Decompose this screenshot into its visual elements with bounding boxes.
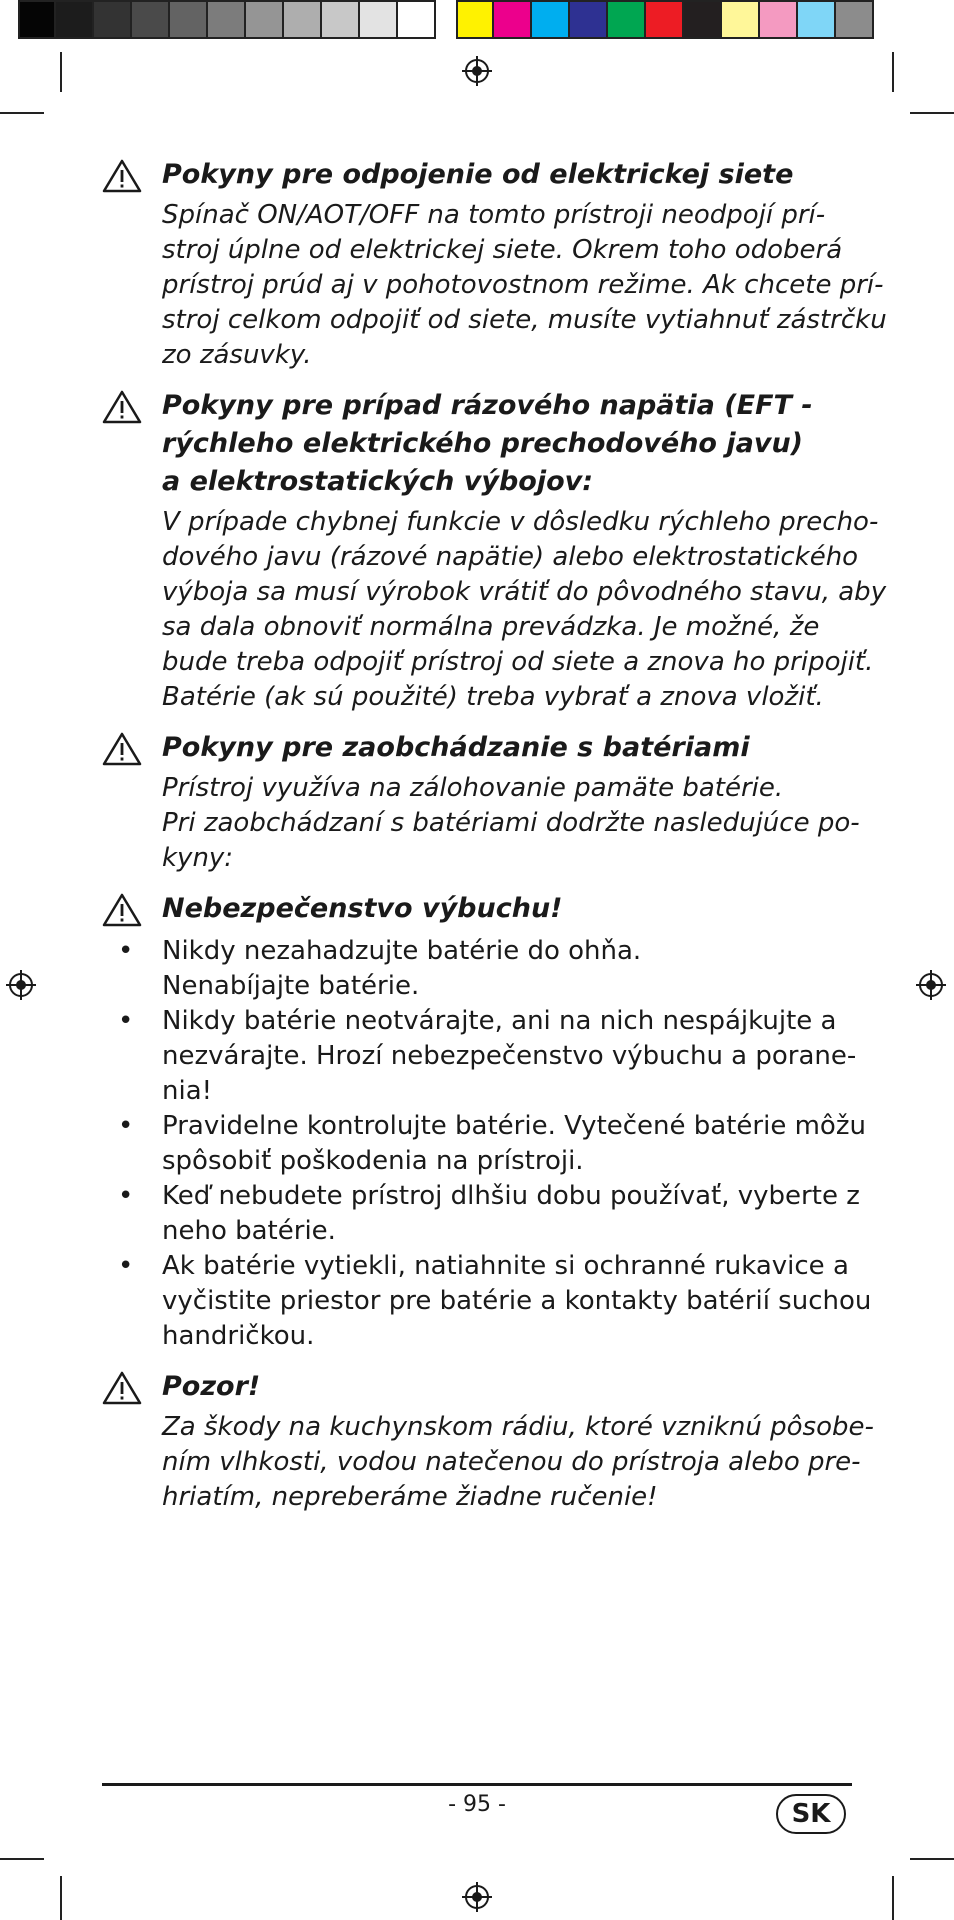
- para-line: Za škody na kuchynskom rádiu, ktoré vzniknú pôsobe-: [162, 1412, 874, 1442]
- color-swatch: [170, 0, 208, 39]
- list-item: [102, 1249, 872, 1354]
- section-paragraph: [102, 1410, 874, 1515]
- para-line: hriatím, nepreberáme žiadne ručenie!: [162, 1482, 658, 1512]
- para-line: dového javu (rázové napätie) alebo elektrostatického: [162, 542, 859, 572]
- para-line: ním vlhkosti, vodou natečenou do prístroja alebo pre-: [162, 1447, 861, 1477]
- section-caution: [102, 1368, 874, 1515]
- bullet-line: vyčistite priestor pre batérie a kontakty batérií suchou: [162, 1286, 872, 1316]
- heading-line: Nebezpečenstvo výbuchu!: [162, 893, 563, 924]
- crop-mark-top-left-horizontal: [0, 112, 44, 114]
- bullet-line: Pravidelne kontrolujte batérie. Vytečené batérie môžu: [162, 1111, 866, 1141]
- warning-triangle-icon: [102, 892, 142, 928]
- color-swatch: [208, 0, 246, 39]
- bullet-line: Nenabíjajte batérie.: [162, 971, 420, 1001]
- page-number: - 95 -: [448, 1792, 506, 1817]
- bullet-icon: •: [118, 1181, 134, 1211]
- para-line: prístroj prúd aj v pohotovostnom režime. Ak chcete prí-: [162, 270, 884, 300]
- bullet-list: [102, 934, 872, 1354]
- bullet-line: handričkou.: [162, 1321, 315, 1351]
- bullet-line: Nikdy batérie neotvárajte, ani na nich nespájkujte a: [162, 1006, 837, 1036]
- color-swatch: [760, 0, 798, 39]
- color-swatch: [722, 0, 760, 39]
- para-line: stroj úplne od elektrickej siete. Okrem toho odoberá: [162, 235, 843, 265]
- section-heading: [102, 890, 862, 928]
- color-swatch: [570, 0, 608, 39]
- color-swatch: [360, 0, 398, 39]
- para-line: sa dala obnoviť normálna prevádzka. Je možné, že: [162, 612, 820, 642]
- color-swatch: [322, 0, 360, 39]
- section-power-disconnect: [102, 156, 887, 373]
- crop-mark-bottom-left-vertical: [60, 1876, 62, 1920]
- crop-mark-bottom-right-horizontal: [910, 1858, 954, 1860]
- list-item: [102, 934, 862, 1004]
- language-badge: SK: [776, 1794, 846, 1834]
- color-bar-gap: [436, 0, 456, 43]
- section-battery-handling: [102, 729, 862, 876]
- bullet-line: Keď nebudete prístroj dlhšiu dobu používať, vyberte z: [162, 1181, 860, 1211]
- bullet-line: neho batérie.: [162, 1216, 336, 1246]
- heading-line: Pokyny pre prípad rázového napätia (EFT -: [162, 390, 813, 421]
- color-swatch: [246, 0, 284, 39]
- section-surge-voltage: [102, 387, 887, 715]
- color-swatch: [456, 0, 494, 39]
- section-heading: [102, 387, 862, 501]
- footer-rule: [102, 1783, 852, 1786]
- crop-mark-bottom-right-vertical: [892, 1876, 894, 1920]
- color-swatch: [56, 0, 94, 39]
- para-line: kyny:: [162, 843, 234, 873]
- bullet-icon: •: [118, 1251, 134, 1281]
- section-paragraph: [102, 505, 887, 715]
- heading-line: Pokyny pre zaobchádzanie s batériami: [162, 732, 750, 763]
- para-line: bude treba odpojiť prístroj od siete a znova ho pripojiť.: [162, 647, 874, 677]
- color-swatch: [494, 0, 532, 39]
- registration-mark-icon: [6, 970, 36, 1000]
- crop-mark-top-left-vertical: [60, 52, 62, 92]
- color-swatch: [608, 0, 646, 39]
- section-paragraph: [102, 198, 887, 373]
- para-line: Batérie (ak sú použité) treba vybrať a znova vložiť.: [162, 682, 824, 712]
- color-swatch: [398, 0, 436, 39]
- warning-triangle-icon: [102, 389, 142, 425]
- color-swatch: [646, 0, 684, 39]
- bullet-line: Nikdy nezahadzujte batérie do ohňa.: [162, 936, 642, 966]
- registration-mark-icon: [462, 56, 492, 86]
- color-swatch: [284, 0, 322, 39]
- warning-triangle-icon: [102, 158, 142, 194]
- warning-triangle-icon: [102, 731, 142, 767]
- color-swatch: [836, 0, 874, 39]
- section-heading: [102, 1368, 862, 1406]
- crop-mark-bottom-left-horizontal: [0, 1858, 44, 1860]
- para-line: V prípade chybnej funkcie v dôsledku rýchleho precho-: [162, 507, 879, 537]
- color-calibration-bar: [18, 0, 874, 43]
- heading-line: Pozor!: [162, 1371, 261, 1402]
- bullet-icon: •: [118, 936, 134, 966]
- registration-mark-icon: [462, 1882, 492, 1912]
- bullet-line: Ak batérie vytiekli, natiahnite si ochranné rukavice a: [162, 1251, 849, 1281]
- color-swatch: [532, 0, 570, 39]
- bullet-line: nezvárajte. Hrozí nebezpečenstvo výbuchu a porane-: [162, 1041, 857, 1071]
- section-explosion-danger: [102, 890, 872, 1354]
- para-line: výboja sa musí výrobok vrátiť do pôvodného stavu, aby: [162, 577, 887, 607]
- bullet-line: spôsobiť poškodenia na prístroji.: [162, 1146, 584, 1176]
- page-content: [102, 156, 887, 1529]
- warning-triangle-icon: [102, 1370, 142, 1406]
- color-swatch: [18, 0, 56, 39]
- crop-mark-top-right-horizontal: [910, 112, 954, 114]
- section-heading: [102, 729, 862, 767]
- heading-line: rýchleho elektrického prechodového javu): [162, 428, 803, 459]
- para-line: Prístroj využíva na zálohovanie pamäte batérie.: [162, 773, 784, 803]
- list-item: [102, 1179, 862, 1249]
- section-paragraph: [102, 771, 862, 876]
- color-swatch: [94, 0, 132, 39]
- registration-mark-icon: [916, 970, 946, 1000]
- color-swatch: [132, 0, 170, 39]
- bullet-line: nia!: [162, 1076, 213, 1106]
- bullet-icon: •: [118, 1006, 134, 1036]
- para-line: Pri zaobchádzaní s batériami dodržte nasledujúce po-: [162, 808, 860, 838]
- color-swatch: [684, 0, 722, 39]
- para-line: zo zásuvky.: [162, 340, 312, 370]
- section-heading: [102, 156, 862, 194]
- list-item: [102, 1109, 866, 1179]
- color-swatch: [798, 0, 836, 39]
- para-line: stroj celkom odpojiť od siete, musíte vytiahnuť zástrčku: [162, 305, 887, 335]
- bullet-icon: •: [118, 1111, 134, 1141]
- para-line: Spínač ON/AOT/OFF na tomto prístroji neodpojí prí-: [162, 200, 826, 230]
- heading-line: a elektrostatických výbojov:: [162, 466, 594, 497]
- crop-mark-top-right-vertical: [892, 52, 894, 92]
- heading-line: Pokyny pre odpojenie od elektrickej siete: [162, 159, 794, 190]
- list-item: [102, 1004, 862, 1109]
